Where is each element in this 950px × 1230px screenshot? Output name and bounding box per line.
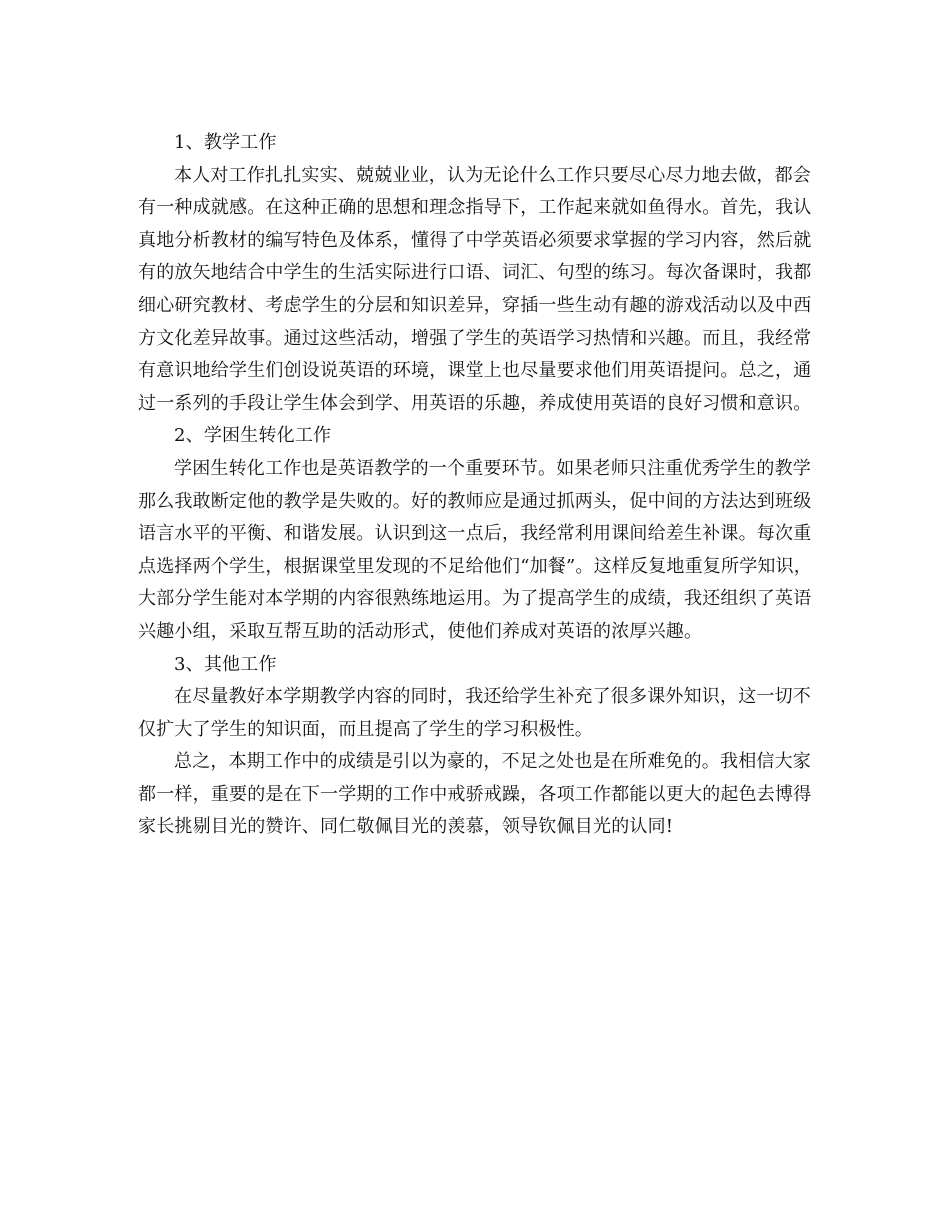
section-heading-teaching-work: 1、教学工作 bbox=[174, 132, 277, 153]
document-body bbox=[138, 127, 828, 844]
section-heading-struggling-students: 2、学困生转化工作 bbox=[174, 425, 332, 447]
paragraph-struggling-students: 学困生转化工作也是英语教学的一个重要环节。如果老师只注重优秀学生的教学那么我敢断定他的教学是失败的。好的教师应是通过抓两头，促中间的方法达到班级语言水平的平衡、和谐发展。认识到这一点后，我经常利用课间给差生补课。每次重点选择两个学生，根据课堂里发现的不足给他们“加餐”。这样反复地重复所学知识，大部分学生能对本学期的内容很熟练地运用。为了提高学生的成绩，我还组织了英语兴趣小组，采取互帮互助的活动形式，使他们养成对英语的浓厚兴趣。 bbox=[138, 457, 813, 642]
paragraph-teaching-work: 本人对工作扎扎实实、兢兢业业，认为无论什么工作只要尽心尽力地去做，都会有一种成就感。在这种正确的思想和理念指导下，工作起来就如鱼得水。首先，我认真地分析教材的编写特色及体系，懂得了中学英语必须要求掌握的学习内容，然后就有的放矢地结合中学生的生活实际进行口语、词汇、句型的练习。每次备课时，我都细心研究教材、考虑学生的分层和知识差异，穿插一些生动有趣的游戏活动以及中西方文化差异故事。通过这些活动，增强了学生的英语学习热情和兴趣。而且，我经常有意识地给学生们创设说英语的环境，课堂上也尽量要求他们用英语提问。总之，通过一系列的手段让学生体会到学、用英语的乐趣，养成使用英语的良好习惯和意识。 bbox=[138, 164, 812, 414]
paragraph-conclusion: 总之，本期工作中的成绩是引以为豪的，不足之处也是在所难免的。我相信大家都一样，重要的是在下一学期的工作中戒骄戒躁，各项工作都能以更大的起色去博得家长挑剔目光的赞许、同仁敬佩目光的羡慕，领导钦佩目光的认同! bbox=[138, 751, 812, 838]
section-heading-other-work: 3、其他工作 bbox=[174, 653, 277, 675]
paragraph-other-work: 在尽量教好本学期教学内容的同时，我还给学生补充了很多课外知识，这一切不仅扩大了学生的知识面，而且提高了学生的学习积极性。 bbox=[138, 686, 811, 740]
